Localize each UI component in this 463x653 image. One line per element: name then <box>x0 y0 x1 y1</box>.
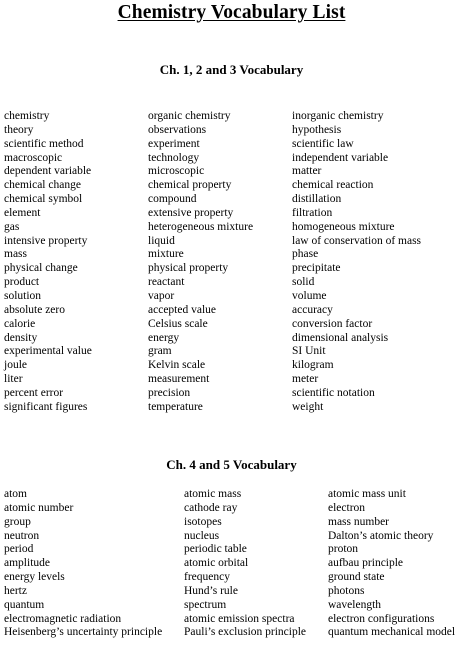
vocab-term: reactant <box>148 276 185 289</box>
vocab-term: Kelvin scale <box>148 359 206 372</box>
vocab-column-3 <box>292 110 421 415</box>
vocab-column-3 <box>328 488 455 640</box>
vocab-column-2 <box>148 110 253 415</box>
vocab-term: heterogeneous mixture <box>148 220 254 233</box>
vocab-term: filtration <box>292 206 333 219</box>
vocab-term: experiment <box>148 137 200 150</box>
vocab-term: spectrum <box>184 598 227 611</box>
vocab-term: Heisenberg’s uncertainty principle <box>4 626 163 639</box>
vocab-term: physical change <box>4 262 78 275</box>
vocab-term: neutron <box>4 529 40 542</box>
vocab-term: scientific method <box>4 137 84 150</box>
vocab-term: calorie <box>4 317 36 330</box>
vocab-term: accepted value <box>148 303 216 316</box>
vocab-term: percent error <box>4 386 64 399</box>
vocab-term: chemical change <box>4 179 81 192</box>
vocab-term: chemical reaction <box>292 179 374 192</box>
vocab-term: product <box>4 276 40 289</box>
vocab-term: liquid <box>148 234 175 247</box>
vocab-term: atomic number <box>4 501 74 514</box>
vocab-term: scientific law <box>292 137 354 150</box>
vocab-term: significant figures <box>4 400 88 413</box>
vocab-term: homogeneous mixture <box>292 220 395 233</box>
vocab-term: observations <box>148 123 207 136</box>
vocab-term: intensive property <box>4 234 88 247</box>
vocab-term: theory <box>4 123 34 136</box>
vocab-term: chemistry <box>4 110 50 122</box>
section-heading-ch1-3: Ch. 1, 2 and 3 Vocabulary <box>159 62 304 77</box>
vocab-term: organic chemistry <box>148 110 231 122</box>
vocab-term: hypothesis <box>292 123 342 136</box>
vocab-term: vapor <box>148 289 175 302</box>
vocab-term: phase <box>292 248 319 261</box>
vocab-term: atomic orbital <box>184 557 249 570</box>
vocab-term: quantum <box>4 598 45 611</box>
vocab-term: measurement <box>148 373 210 386</box>
vocab-term: kilogram <box>292 359 334 372</box>
vocab-term: Hund’s rule <box>184 584 238 597</box>
vocab-term: matter <box>292 165 322 178</box>
vocab-term: precision <box>148 386 191 399</box>
vocab-term: independent variable <box>292 151 389 164</box>
vocab-term: aufbau principle <box>328 557 404 570</box>
vocab-term: inorganic chemistry <box>292 110 384 122</box>
vocab-term: meter <box>292 373 319 386</box>
vocab-term: ground state <box>328 571 385 584</box>
vocab-term: precipitate <box>292 262 341 275</box>
vocab-term: absolute zero <box>4 303 65 316</box>
vocab-column-1 <box>4 110 92 415</box>
vocab-term: dimensional analysis <box>292 331 389 344</box>
vocab-term: atom <box>4 488 27 500</box>
vocab-term: amplitude <box>4 557 50 570</box>
vocab-term: Dalton’s atomic theory <box>328 529 434 542</box>
vocab-term: physical property <box>148 262 229 275</box>
vocab-term: volume <box>292 289 327 302</box>
vocab-term: accuracy <box>292 303 333 316</box>
vocab-term: proton <box>328 543 359 556</box>
vocab-term: chemical property <box>148 179 232 192</box>
vocab-term: element <box>4 206 41 219</box>
vocab-term: Pauli’s exclusion principle <box>184 626 307 639</box>
vocab-term: microscopic <box>148 165 205 178</box>
vocab-term: conversion factor <box>292 317 373 330</box>
vocab-term: SI Unit <box>292 345 326 358</box>
vocab-term: wavelength <box>328 598 382 611</box>
vocab-term: joule <box>4 359 27 372</box>
vocab-term: atomic emission spectra <box>184 612 295 625</box>
vocab-term: electron configurations <box>328 612 435 625</box>
vocab-term: gas <box>4 220 20 233</box>
vocab-term: hertz <box>4 584 27 597</box>
vocab-term: nucleus <box>184 529 220 542</box>
vocab-term: periodic table <box>184 543 247 556</box>
vocab-term: photons <box>328 584 365 597</box>
vocab-term: atomic mass <box>184 488 242 500</box>
vocab-term: dependent variable <box>4 165 92 178</box>
vocab-term: extensive property <box>148 206 234 219</box>
vocab-term: frequency <box>184 571 230 584</box>
vocab-term: mass number <box>328 515 390 528</box>
vocab-term: experimental value <box>4 345 92 358</box>
vocab-term: quantum mechanical model <box>328 626 456 639</box>
vocab-term: scientific notation <box>292 386 375 399</box>
vocab-term: temperature <box>148 400 203 413</box>
vocab-term: compound <box>148 193 197 206</box>
vocab-term: electromagnetic radiation <box>4 612 122 625</box>
vocab-term: mass <box>4 248 27 261</box>
vocab-term: mixture <box>148 248 184 261</box>
vocab-term: atomic mass unit <box>328 488 406 500</box>
vocab-term: isotopes <box>184 515 222 528</box>
vocab-term: density <box>4 331 38 344</box>
vocab-term: energy <box>148 331 180 344</box>
vocab-column-2 <box>184 488 306 640</box>
vocab-term: macroscopic <box>4 151 63 164</box>
vocab-term: weight <box>292 400 324 413</box>
vocab-column-1 <box>4 488 162 640</box>
vocab-term: chemical symbol <box>4 193 83 206</box>
vocab-term: group <box>4 515 31 528</box>
vocab-term: law of conservation of mass <box>292 234 422 247</box>
vocab-term: gram <box>148 345 172 358</box>
vocab-term: cathode ray <box>184 501 238 514</box>
vocab-term: period <box>4 543 34 556</box>
vocab-term: solution <box>4 289 42 302</box>
vocab-term: liter <box>4 373 23 386</box>
page-title: Chemistry Vocabulary List <box>117 2 346 23</box>
vocab-term: solid <box>292 276 315 289</box>
vocab-term: technology <box>148 151 200 164</box>
vocab-term: energy levels <box>4 571 65 584</box>
section-heading-ch4-5: Ch. 4 and 5 Vocabulary <box>166 457 297 472</box>
vocab-term: electron <box>328 501 366 514</box>
vocab-term: Celsius scale <box>148 317 208 330</box>
vocab-term: distillation <box>292 193 342 206</box>
